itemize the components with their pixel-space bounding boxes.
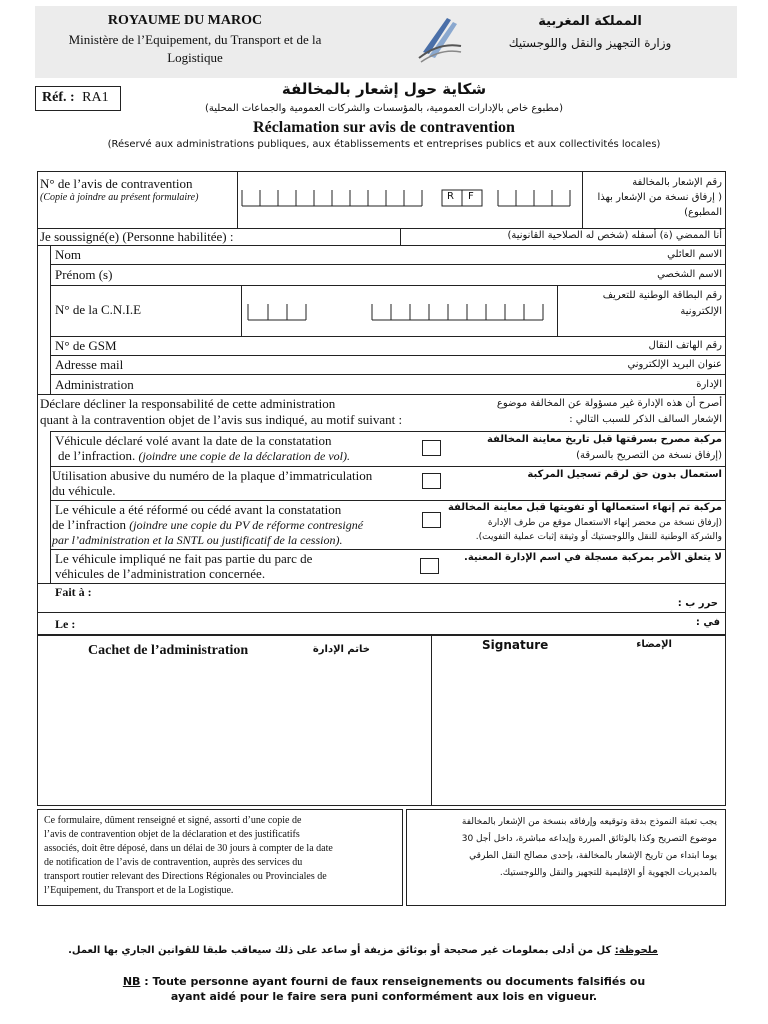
nom-input[interactable] [140,247,560,262]
soussigne-ar: أنا الممضي (ة) أسفله (شخص له الصلاحية القانونية) [507,230,722,241]
title-fr: Réclamation sur avis de contravention [253,119,515,136]
motif-2-fr-1: Utilisation abusive du numéro de la plaque d’immatriculation [52,468,373,483]
motif-3-fr-1: Le véhicule a été réformé ou cédé avant la constatation [55,502,342,517]
cnie-number-field[interactable] [244,296,554,324]
fait-label: Fait à : [55,585,92,599]
ministry-ar: وزارة التجهيز والنقل واللوجستيك [508,36,672,50]
motif-4-checkbox[interactable] [420,558,439,574]
mail-ar: عنوان البريد الإلكتروني [627,359,722,370]
motif-3-fr-2-note: (joindre une copie du PV de réforme contresigné [129,518,364,532]
info-fr-line-1: Ce formulaire, dûment renseigné et signé, assorti d’une copie de [44,815,302,826]
cachet-ar: خاتم الإدارة [312,644,370,655]
avis-number-field[interactable] [240,186,580,208]
avis-rf-r: R [447,191,454,202]
motif-1-fr-1: Véhicule déclaré volé avant la date de la constatation [55,433,332,448]
avis-ar-3: المطبوع) [684,207,722,218]
kingdom-ar: المملكة المغربية [538,14,642,29]
avis-ar-1: رقم الإشعار بالمخالفة [632,177,722,188]
motif-3-checkbox[interactable] [422,512,441,528]
cnie-label: N° de la C.N.I.E [55,302,142,317]
motif-3-ar-2: (إرفاق نسخة من محضر إنهاء الاستعمال موقع من طرف الإدارة [487,518,722,528]
info-ar-line-3: يوما ابتداء من تاريخ الإشعار بالمخالفة، بإحدى مصالح النقل الطرقي [469,851,717,861]
reference-box [35,86,121,111]
note-ar-text: كل من أدلى بمعلومات غير صحيحة أو بوثائق مزيفة أو ساعد على ذلك سيعاقب طبقا للقوانين الجاري بها العمل. [68,945,612,956]
cachet-area[interactable] [40,665,428,803]
kingdom-fr: ROYAUME DU MAROC [107,13,263,28]
motif-3-fr-2 [52,517,363,533]
le-label: Le : [55,617,76,631]
fait-ar: حرر ب : [677,598,718,609]
nom-label: Nom [55,247,81,262]
le-ar: في : [695,617,720,628]
prenom-input[interactable] [140,267,560,282]
admin-input[interactable] [150,377,560,392]
admin-label: Administration [55,377,134,392]
motif-3-ar-3: والشركة الوطنية للنقل واللوجستيك أو وثيقة إثبات عملية التفويت). [475,532,722,542]
cnie-number-cells [244,296,554,324]
admin-ar: الإدارة [696,379,722,390]
prenom-ar: الاسم الشخصي [657,269,722,280]
fait-input[interactable] [110,586,670,608]
title-fr-sub: (Réservé aux administrations publiques, aux établissements et entreprises publics et aux collectivités locales) [107,139,661,150]
cachet-label: Cachet de l’administration [88,643,249,658]
motif-2-fr-2: du véhicule. [52,483,116,498]
mail-label: Adresse mail [55,357,124,372]
note-ar [68,945,658,956]
motif-3-fr-2-text: de l’infraction [52,517,126,532]
gsm-input[interactable] [140,338,560,353]
reference-value: RA1 [82,90,109,105]
nb-note [100,974,668,1004]
title-ar-sub: (مطبوع خاص بالإدارات العمومية، بالمؤسسات والشركات العمومية والجماعات المحلية) [205,103,563,114]
soussigne-fr: Je soussigné(e) (Personne habilitée) : [40,229,234,244]
nb-label: NB [122,975,141,988]
ministry-fr-line2: Logistique [167,50,223,65]
motif-1-ar-2: (إرفاق نسخة من التصريح بالسرقة) [576,450,722,461]
motif-3-ar-1: مركبة تم إنهاء استعمالها أو تفويتها قبل معاينة المخالفة [447,502,722,513]
motif-1-fr-2-text: de l’infraction. [58,448,136,463]
info-fr-line-3: associés, doit être déposé, dans un délai de 30 jours à compter de la date [44,843,333,854]
cnie-ar-2: الإلكترونية [680,306,722,317]
declaration-ar-1: أصرح أن هذه الإدارة غير مسؤولة عن المخالفة موضوع [496,398,722,409]
mail-input[interactable] [140,357,560,372]
motif-1-fr-2-note: (joindre une copie de la déclaration de vol). [138,449,350,463]
info-ar-line-4: بالمديريات الجهوية أو الإقليمية للتجهيز والنقل واللوجستيك. [499,868,717,878]
gsm-label: N° de GSM [55,338,117,353]
motif-3-fr-3: par l’administration et la SNTL ou justificatif de la cession). [52,533,343,547]
motif-4-fr-2: véhicules de l’administration concernée. [55,566,266,581]
info-fr-line-2: l’avis de contravention objet de la déclaration et des justificatifs [44,829,300,840]
nb-line-2: ayant aidé pour le faire sera puni conformément aux lois en vigueur. [170,990,598,1003]
motif-2-ar-1: استعمال بدون حق لرقم تسجيل المركبة [527,469,722,480]
motif-2-checkbox[interactable] [422,473,441,489]
info-fr-line-4: de notification de l’avis de contravention, auprès des services du [44,857,303,868]
declaration-fr-1: Déclare décliner la responsabilité de cette administration [40,396,336,411]
nom-ar: الاسم العائلي [667,249,722,260]
nb-line-1 [100,974,668,989]
info-box-fr [37,809,403,906]
prenom-label: Prénom (s) [55,267,113,282]
motif-1-fr-2 [58,448,350,464]
declaration-ar-2: الإشعار السالف الذكر للسبب التالي : [569,414,722,425]
avis-number-cells [240,186,580,208]
signature-label: Signature [482,638,549,652]
info-box-ar [406,809,726,906]
avis-rf-f: F [468,191,474,202]
signature-ar: الإمضاء [636,639,672,650]
declaration-fr-2: quant à la contravention objet de l’avis sus indiqué, au motif suivant : [40,412,403,427]
note-ar-label: ملحوظة: [614,945,658,956]
ministry-logo-icon [417,12,463,64]
avis-label: N° de l’avis de contravention [40,176,193,191]
nb-line-1-text: : Toute personne ayant fourni de faux renseignements ou documents falsifiés ou [144,975,646,988]
motif-4-fr-1: Le véhicule impliqué ne fait pas partie du parc de [55,551,313,566]
signature-area[interactable] [434,660,723,803]
ministry-fr-line1: Ministère de l’Equipement, du Transport et de la [68,32,322,47]
avis-ar-2: ( إرفاق نسخة من الإشعار بهذا [597,192,722,203]
gsm-ar: رقم الهاتف النقال [648,340,722,351]
reference-label: Réf. : [42,90,75,105]
cnie-ar-1: رقم البطاقة الوطنية للتعريف [602,290,722,301]
info-fr-line-6: l’Equipement, du Transport et de la Logistique. [44,885,234,896]
info-fr-line-5: transport routier relevant des Directions Régionales ou Provinciales de [44,871,327,882]
info-ar-line-1: يجب تعبئة النموذج بدقة وتوقيعه وإرفاقه بنسخة من الإشعار بالمخالفة [461,817,717,827]
le-input[interactable] [100,615,680,633]
motif-4-ar-1: لا يتعلق الأمر بمركبة مسجلة في اسم الإدارة المعنية. [464,552,722,563]
motif-1-ar-1: مركبة مصرح بسرقتها قبل تاريخ معاينة المخالفة [486,434,722,445]
avis-note: (Copie à joindre au présent formulaire) [40,192,199,203]
motif-1-checkbox[interactable] [422,440,441,456]
title-ar: شكاية حول إشعار بالمخالفة [281,80,487,98]
info-ar-line-2: موضوع التصريح وكذا بالوثائق المبررة وإيداعه مباشرة، داخل أجل 30 [461,834,717,844]
